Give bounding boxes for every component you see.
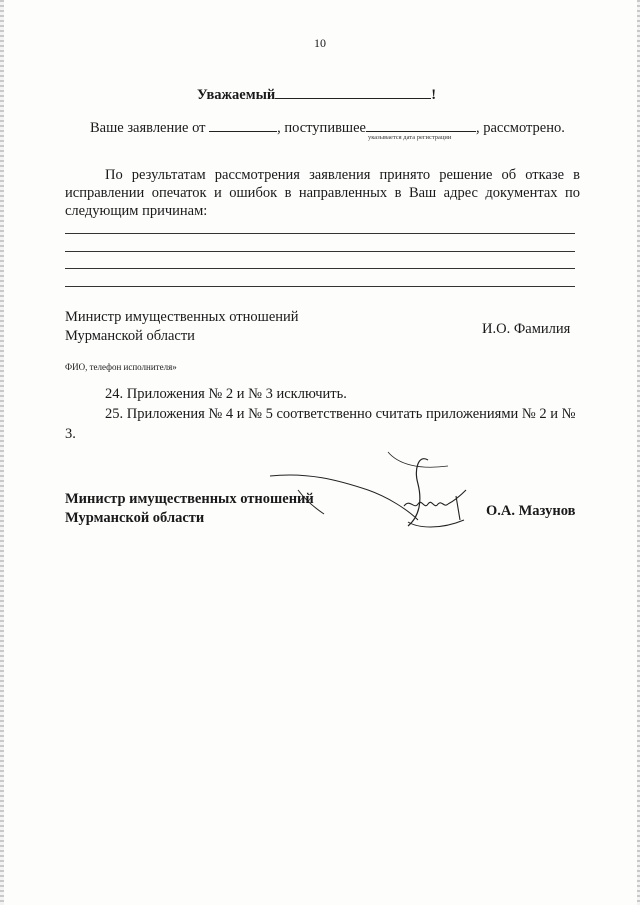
registration-date-blank — [366, 119, 476, 141]
application-line — [90, 119, 565, 141]
reason-line — [65, 286, 575, 287]
reason-line — [65, 268, 575, 269]
application-text-1: Ваше заявление от — [90, 120, 206, 136]
reason-line — [65, 251, 575, 252]
executor-note: ФИО, телефон исполнителя» — [65, 362, 177, 372]
template-signer-position: Министр имущественных отношений Мурманской области — [65, 309, 299, 344]
list-item: 25. Приложения № 4 и № 5 соответственно считать приложениями № 2 и № 3. — [65, 406, 576, 442]
greeting-line — [197, 86, 436, 104]
registration-date-hint: указывается дата регистрации — [367, 134, 452, 141]
list-item: 24. Приложения № 2 и № 3 исключить. — [105, 386, 347, 402]
signer-name: О.А. Мазунов — [486, 503, 576, 519]
handwritten-signature — [268, 450, 478, 540]
signer-position: Министр имущественных отношений Мурманской области — [65, 491, 314, 526]
application-text-3: , рассмотрено. — [475, 120, 565, 136]
reason-line — [65, 233, 575, 234]
template-signer-name: И.О. Фамилия — [482, 321, 571, 337]
refusal-paragraph: По результатам рассмотрения заявления принято решение об отказе в исправлении опечаток и ошибок в направленных в Ваш адрес документах по следующим причинам: — [65, 167, 580, 219]
greeting-prefix: Уважаемый — [197, 87, 276, 103]
application-date-blank — [209, 119, 277, 132]
page-number: 10 — [314, 36, 326, 50]
application-text-2: , поступившее — [277, 120, 366, 136]
greeting-suffix: ! — [431, 87, 437, 103]
scan-edge-left — [0, 0, 4, 905]
recipient-name-blank — [275, 86, 431, 99]
